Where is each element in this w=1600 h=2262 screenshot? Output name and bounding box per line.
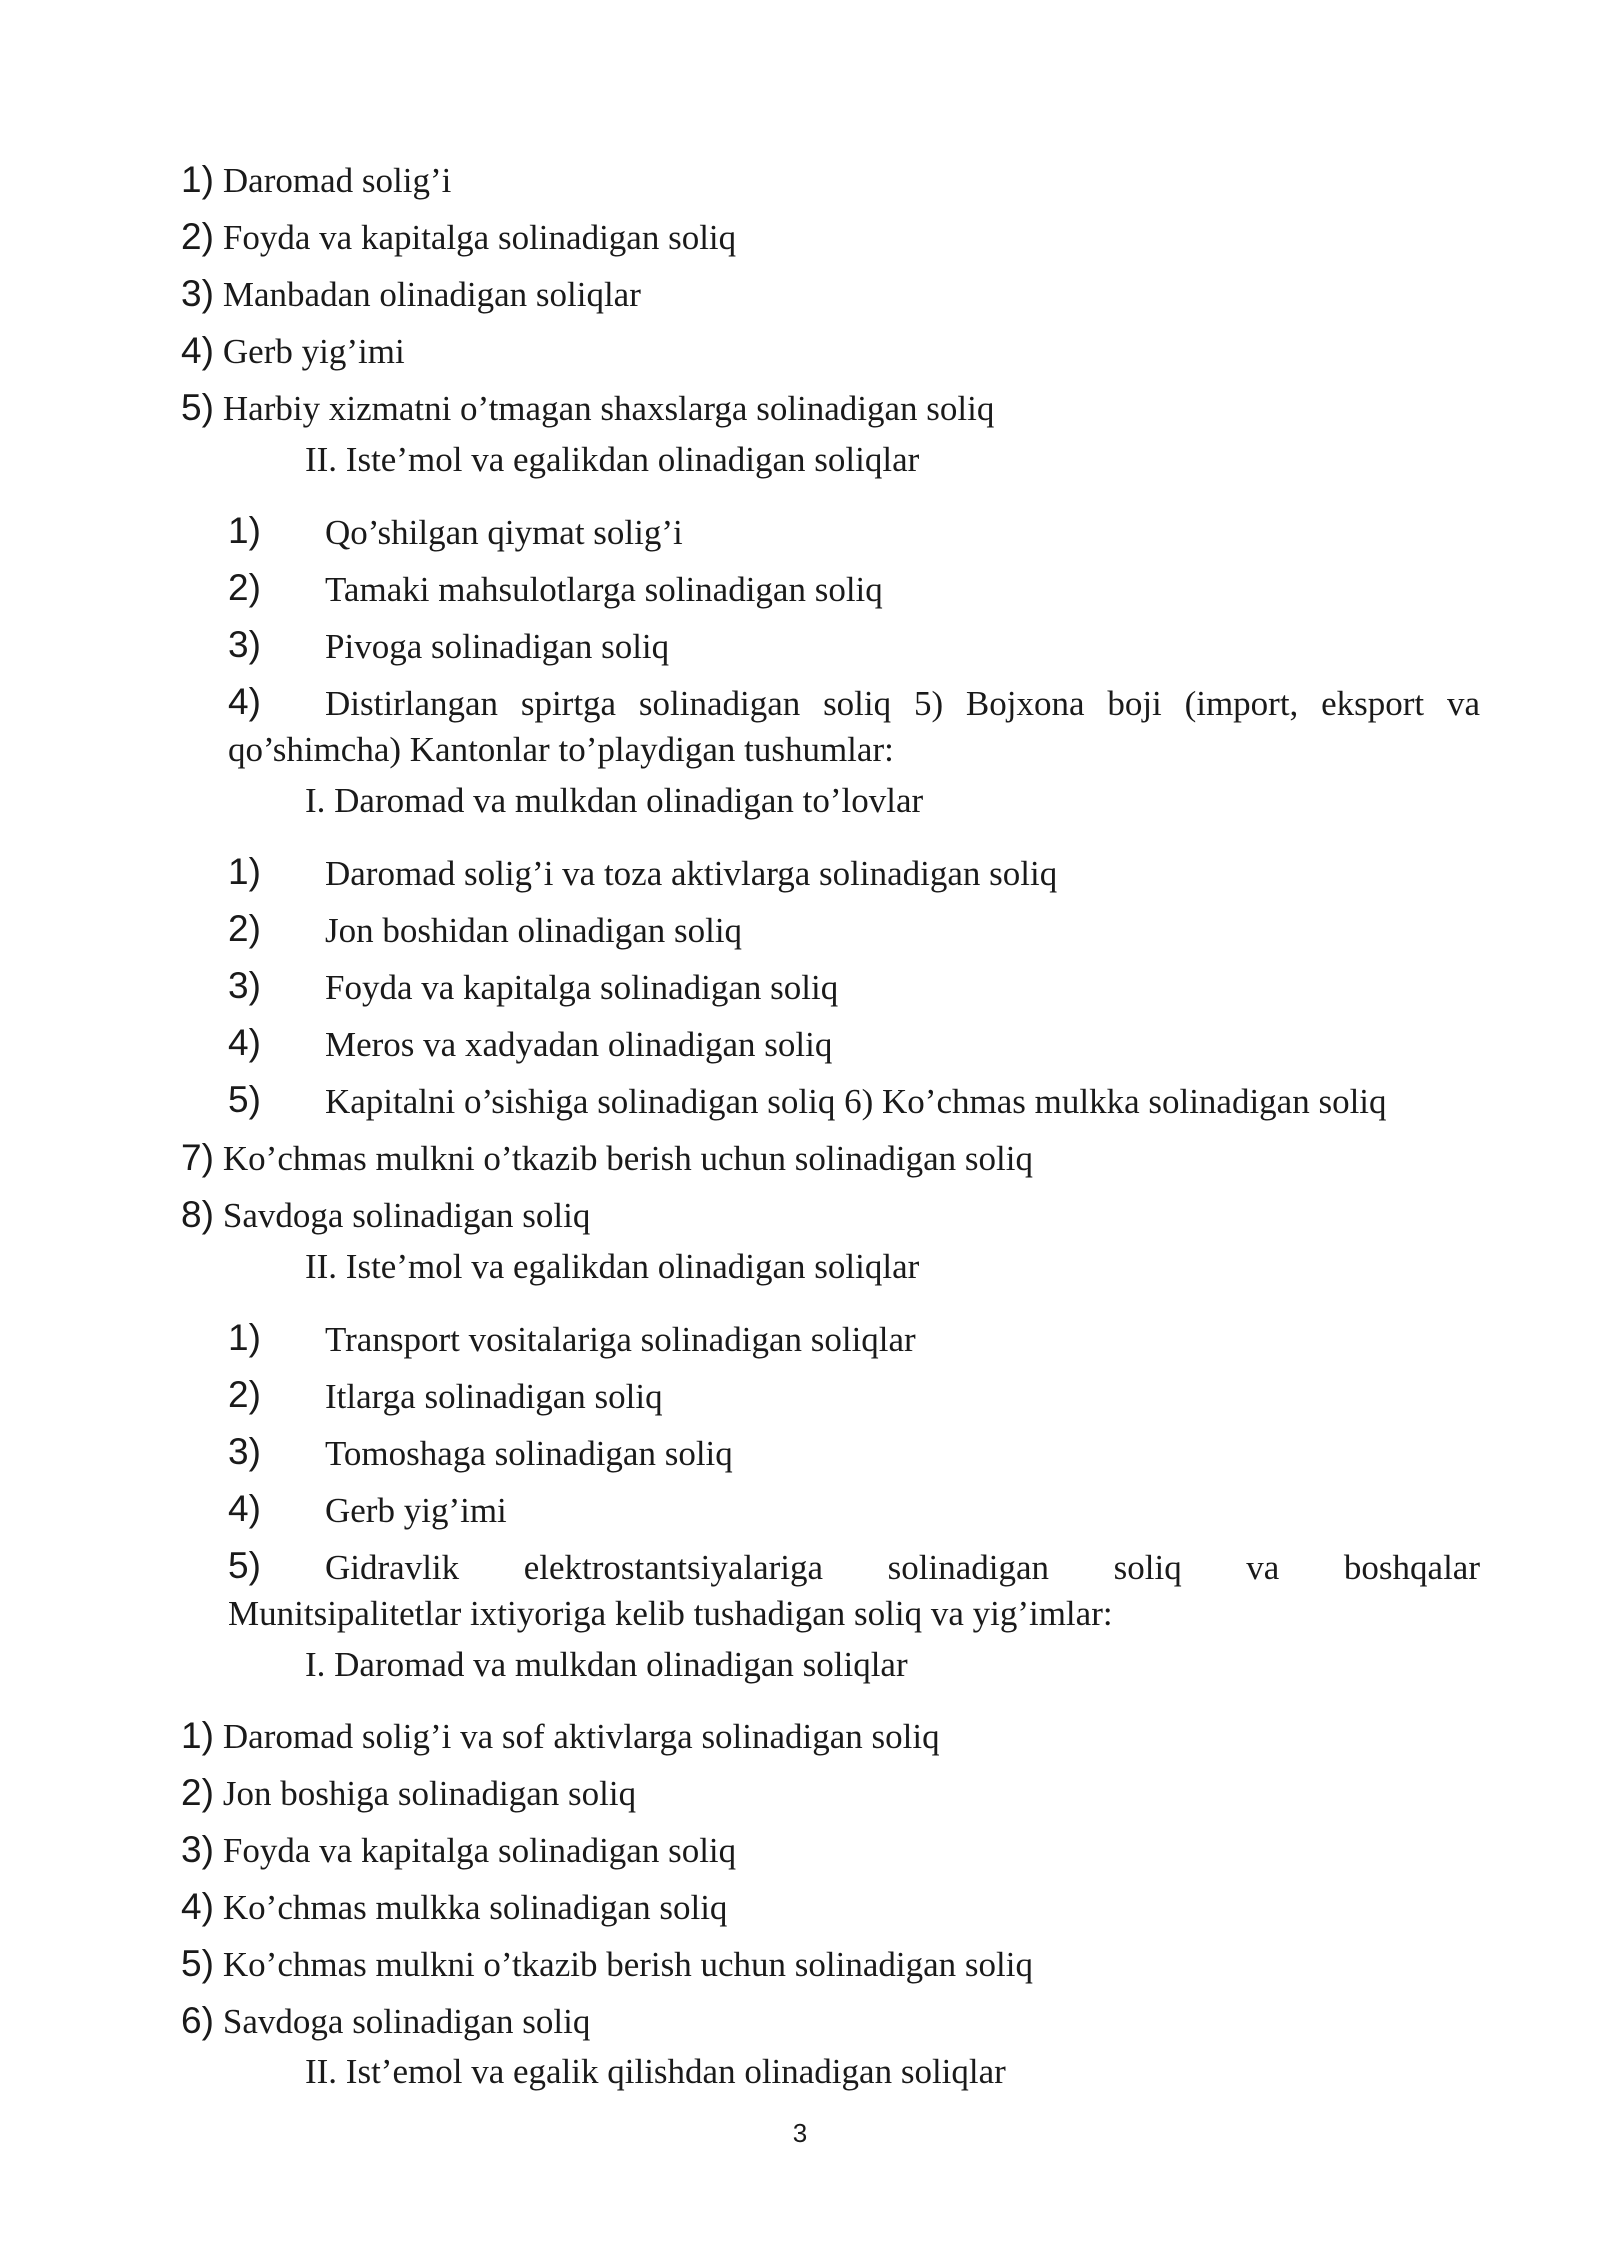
list-number: 5) [228, 1079, 261, 1120]
section-heading: I. Daromad va mulkdan olinadigan soliqlar [305, 1645, 908, 1684]
list-number: 1) [228, 1317, 261, 1358]
list-item: Meros va xadyadan olinadigan soliq [325, 1025, 833, 1064]
list-number: 1) [228, 851, 261, 892]
list-item: Foyda va kapitalga solinadigan soliq [325, 968, 839, 1007]
list-item: 5) Ko’chmas mulkni o’tkazib berish uchun solinadigan soliq [181, 1943, 1033, 1984]
list-number: 3) [228, 1431, 261, 1472]
list-item: Gerb yig’imi [325, 1491, 507, 1530]
list-item: 1) Daromad solig’i va sof aktivlarga solinadigan soliq [181, 1715, 940, 1756]
list-item: Kapitalni o’sishiga solinadigan soliq 6) Ko’chmas mulkka solinadigan soliq [325, 1082, 1387, 1121]
list-item: 4) Ko’chmas mulkka solinadigan soliq [181, 1886, 728, 1927]
list-item: Transport vositalariga solinadigan soliqlar [325, 1320, 916, 1359]
list-item: 2) Jon boshiga solinadigan soliq [181, 1772, 637, 1813]
list-number: 2) [228, 567, 261, 608]
list-item: Itlarga solinadigan soliq [325, 1377, 663, 1416]
list-number: 2) [228, 908, 261, 949]
list-item: 5) Harbiy xizmatni o’tmagan shaxslarga solinadigan soliq [181, 387, 995, 428]
list-item: Gidravlik elektrostantsiyalariga solinadigan soliq va boshqalar [325, 1548, 1480, 1587]
section-heading: II. Iste’mol va egalikdan olinadigan soliqlar [305, 1247, 920, 1286]
section-heading: I. Daromad va mulkdan olinadigan to’lovlar [305, 781, 924, 820]
paragraph-continuation: Munitsipalitetlar ixtiyoriga kelib tushadigan soliq va yig’imlar: [228, 1594, 1113, 1633]
section-heading: II. Ist’emol va egalik qilishdan olinadigan soliqlar [305, 2052, 1006, 2091]
section-heading: II. Iste’mol va egalikdan olinadigan soliqlar [305, 440, 920, 479]
list-item: 1) Daromad solig’i [181, 159, 452, 200]
list-item: 8) Savdoga solinadigan soliq [181, 1194, 591, 1235]
list-number: 4) [228, 1022, 261, 1063]
list-item: 3) Manbadan olinadigan soliqlar [181, 273, 641, 314]
list-item: 6) Savdoga solinadigan soliq [181, 2000, 591, 2041]
list-item: Qo’shilgan qiymat solig’i [325, 513, 683, 552]
list-item: 7) Ko’chmas mulkni o’tkazib berish uchun solinadigan soliq [181, 1137, 1033, 1178]
list-item: Tomoshaga solinadigan soliq [325, 1434, 733, 1473]
list-item: Distirlangan spirtga solinadigan soliq 5) Bojxona boji (import, eksport va [325, 684, 1480, 723]
list-item: Daromad solig’i va toza aktivlarga solinadigan soliq [325, 854, 1058, 893]
list-number: 4) [228, 681, 261, 722]
list-item: Pivoga solinadigan soliq [325, 627, 670, 666]
list-number: 3) [228, 965, 261, 1006]
list-item: 3) Foyda va kapitalga solinadigan soliq [181, 1829, 737, 1870]
list-number: 2) [228, 1374, 261, 1415]
list-item: Tamaki mahsulotlarga solinadigan soliq [325, 570, 883, 609]
list-item: Jon boshidan olinadigan soliq [325, 911, 743, 950]
list-number: 5) [228, 1545, 261, 1586]
list-number: 3) [228, 624, 261, 665]
list-item: 4) Gerb yig’imi [181, 330, 405, 371]
list-number: 1) [228, 510, 261, 551]
paragraph-continuation: qo’shimcha) Kantonlar to’playdigan tushumlar: [228, 730, 894, 769]
list-number: 4) [228, 1488, 261, 1529]
list-item: 2) Foyda va kapitalga solinadigan soliq [181, 216, 737, 257]
page-number: 3 [792, 2118, 808, 2148]
